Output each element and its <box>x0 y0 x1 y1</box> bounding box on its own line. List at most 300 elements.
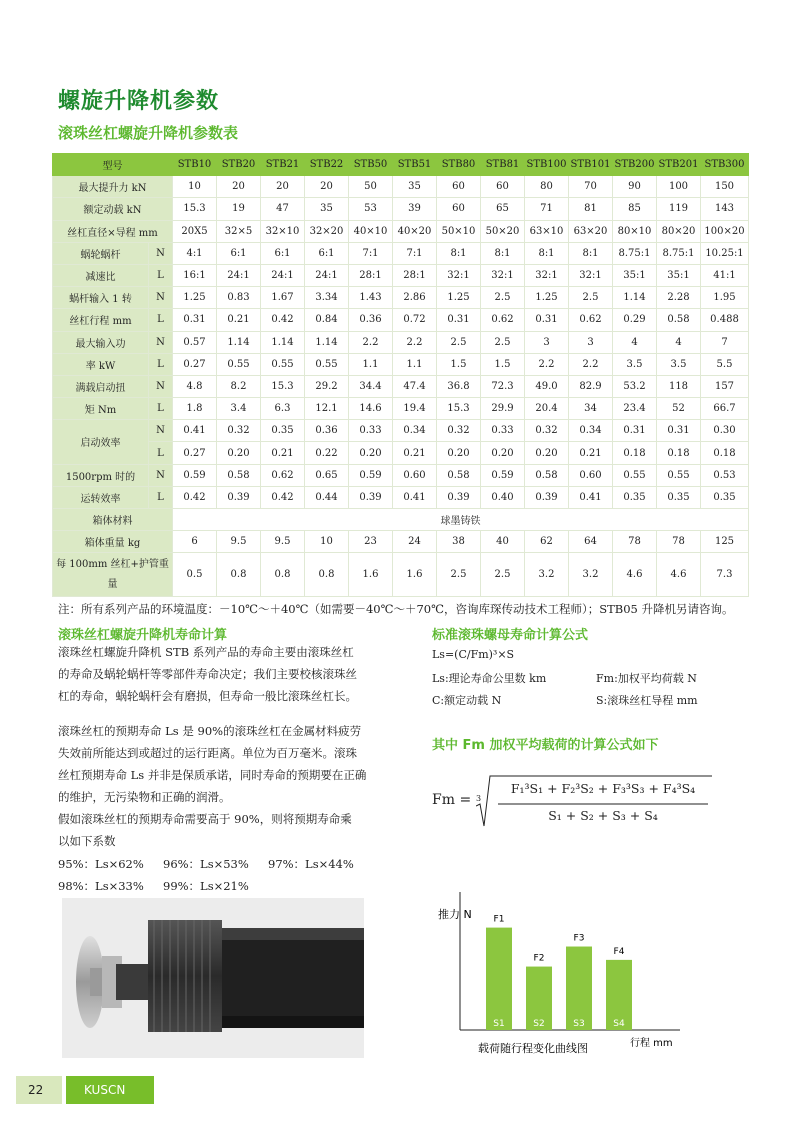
fm-definition: Fm:加权平均荷载 N <box>596 672 697 685</box>
table-cell: 49.0 <box>525 375 569 397</box>
table-cell: 9.5 <box>217 531 261 553</box>
table-cell: 1.25 <box>437 287 481 309</box>
row-label: 率 kW <box>53 353 149 375</box>
table-cell: 0.39 <box>217 486 261 508</box>
table-cell: 32:1 <box>525 264 569 286</box>
fm-numerator: F₁³S₁ + F₂³S₂ + F₃³S₃ + F₄³S₄ <box>510 781 696 796</box>
page-subtitle: 滚珠丝杠螺旋升降机参数表 <box>58 124 239 142</box>
table-row <box>53 331 749 353</box>
table-row <box>53 531 749 553</box>
table-cell: 0.83 <box>217 287 261 309</box>
x-axis-label: 行程 mm <box>630 1038 673 1049</box>
table-cell: 0.35 <box>701 486 749 508</box>
table-cell: 41:1 <box>701 264 749 286</box>
table-cell: 0.59 <box>481 464 525 486</box>
table-cell: 15.3 <box>261 375 305 397</box>
model-header: STB81 <box>481 154 525 176</box>
footnote: 注：所有系列产品的环境温度：－10℃～＋40℃（如需要－40℃～＋70℃，咨询库琛传动技术工程师）；STB05 升降机另请咨询。 <box>58 602 734 616</box>
table-cell: 5.5 <box>701 353 749 375</box>
table-cell: 71 <box>525 198 569 220</box>
text-line: 假如滚珠丝杠的预期寿命需要高于 90%，则将预期寿命乘 <box>58 812 352 826</box>
model-header: STB20 <box>217 154 261 176</box>
table-cell: 0.58 <box>437 464 481 486</box>
table-cell: 0.35 <box>657 486 701 508</box>
table-row <box>53 309 749 331</box>
factor-item: 96%：Ls×53% <box>163 857 249 871</box>
table-cell: 0.39 <box>525 486 569 508</box>
table-cell: 0.488 <box>701 309 749 331</box>
table-cell: 80×20 <box>657 220 701 242</box>
table-cell: 8:1 <box>437 242 481 264</box>
unit-cell: L <box>149 398 173 420</box>
table-row <box>53 176 749 198</box>
table-cell: 1.43 <box>349 287 393 309</box>
table-cell: 0.18 <box>613 442 657 464</box>
bar-label: F2 <box>533 953 545 964</box>
row-label: 满载启动扭 <box>53 375 149 397</box>
table-cell: 0.42 <box>261 309 305 331</box>
bar-label: F1 <box>493 914 505 925</box>
table-cell: 0.31 <box>437 309 481 331</box>
table-cell: 0.42 <box>173 486 217 508</box>
table-cell: 14.6 <box>349 398 393 420</box>
table-cell: 0.36 <box>305 420 349 442</box>
table-cell: 0.39 <box>437 486 481 508</box>
table-cell: 32:1 <box>437 264 481 286</box>
table-cell: 0.20 <box>217 442 261 464</box>
table-cell: 0.18 <box>701 442 749 464</box>
table-cell: 15.3 <box>173 198 217 220</box>
table-cell: 1.95 <box>701 287 749 309</box>
brand-label: KUSCN <box>66 1076 154 1104</box>
table-cell: 0.40 <box>481 486 525 508</box>
table-cell: 2.28 <box>657 287 701 309</box>
table-cell: 24:1 <box>305 264 349 286</box>
table-cell: 0.39 <box>349 486 393 508</box>
table-cell: 0.31 <box>613 420 657 442</box>
table-cell: 100×20 <box>701 220 749 242</box>
table-cell: 1.5 <box>437 353 481 375</box>
table-cell: 16:1 <box>173 264 217 286</box>
table-cell: 118 <box>657 375 701 397</box>
table-cell: 20 <box>261 176 305 198</box>
unit-cell: L <box>149 486 173 508</box>
table-cell: 0.21 <box>261 442 305 464</box>
table-cell: 85 <box>613 198 657 220</box>
table-cell: 0.29 <box>613 309 657 331</box>
bar-s1 <box>486 928 512 1030</box>
table-cell: 0.34 <box>569 420 613 442</box>
table-cell: 19 <box>217 198 261 220</box>
root-index: 3 <box>476 794 482 803</box>
table-cell: 0.22 <box>305 442 349 464</box>
table-cell: 6:1 <box>217 242 261 264</box>
table-cell: 28:1 <box>349 264 393 286</box>
table-row <box>53 264 749 286</box>
table-cell: 81 <box>569 198 613 220</box>
table-cell: 4.6 <box>613 553 657 597</box>
table-cell: 0.55 <box>217 353 261 375</box>
row-label: 箱体材料 <box>53 509 173 531</box>
model-header: STB51 <box>393 154 437 176</box>
unit-cell: N <box>149 375 173 397</box>
table-cell: 0.8 <box>217 553 261 597</box>
table-cell: 119 <box>657 198 701 220</box>
factor-list <box>58 853 388 897</box>
table-cell: 32×20 <box>305 220 349 242</box>
table-cell: 28:1 <box>393 264 437 286</box>
table-row <box>53 420 749 442</box>
table-cell: 0.20 <box>349 442 393 464</box>
category-label: S3 <box>573 1019 585 1029</box>
table-cell: 0.20 <box>525 442 569 464</box>
table-cell: 63×10 <box>525 220 569 242</box>
table-header-row <box>53 154 749 176</box>
factor-item: 99%：Ls×21% <box>163 879 249 893</box>
table-cell: 32:1 <box>569 264 613 286</box>
table-cell: 78 <box>657 531 701 553</box>
table-cell: 50×10 <box>437 220 481 242</box>
table-cell: 8.2 <box>217 375 261 397</box>
table-cell: 62 <box>525 531 569 553</box>
model-header: STB10 <box>173 154 217 176</box>
table-cell: 32×10 <box>261 220 305 242</box>
model-header: STB21 <box>261 154 305 176</box>
table-cell: 0.41 <box>569 486 613 508</box>
model-header: STB201 <box>657 154 701 176</box>
table-cell: 2.5 <box>481 553 525 597</box>
factor-item: 97%：Ls×44% <box>268 857 354 871</box>
table-row <box>53 242 749 264</box>
table-row <box>53 464 749 486</box>
table-cell: 143 <box>701 198 749 220</box>
table-cell: 0.8 <box>261 553 305 597</box>
table-cell: 0.35 <box>261 420 305 442</box>
formula-heading: 标准滚珠螺母寿命计算公式 <box>432 628 589 643</box>
table-cell: 0.60 <box>393 464 437 486</box>
table-cell: 1.25 <box>173 287 217 309</box>
table-cell: 7 <box>701 331 749 353</box>
table-cell: 1.8 <box>173 398 217 420</box>
table-cell: 70 <box>569 176 613 198</box>
factor-row <box>58 875 388 897</box>
table-cell: 0.53 <box>701 464 749 486</box>
table-cell: 24:1 <box>217 264 261 286</box>
table-cell: 0.32 <box>217 420 261 442</box>
table-cell: 6:1 <box>305 242 349 264</box>
ls-definition: Ls:理论寿命公里数 km <box>432 672 547 685</box>
table-cell: 2.2 <box>525 353 569 375</box>
table-cell: 3.34 <box>305 287 349 309</box>
table-cell: 39 <box>393 198 437 220</box>
table-cell: 47 <box>261 198 305 220</box>
table-row <box>53 509 749 531</box>
fm-lhs: Fm = <box>432 792 472 808</box>
table-cell: 35 <box>393 176 437 198</box>
table-cell: 2.5 <box>481 331 525 353</box>
bar-label: F3 <box>573 933 585 944</box>
table-row <box>53 375 749 397</box>
unit-cell: N <box>149 331 173 353</box>
table-cell: 0.55 <box>261 353 305 375</box>
model-header: STB22 <box>305 154 349 176</box>
table-cell: 1.5 <box>481 353 525 375</box>
table-cell: 66.7 <box>701 398 749 420</box>
table-cell: 2.5 <box>437 331 481 353</box>
table-cell: 40 <box>481 531 525 553</box>
model-header: STB100 <box>525 154 569 176</box>
unit-cell: L <box>149 353 173 375</box>
model-header: STB200 <box>613 154 657 176</box>
table-cell: 2.5 <box>481 287 525 309</box>
life-heading: 滚珠丝杠螺旋升降机寿命计算 <box>58 628 228 643</box>
table-cell: 4.6 <box>657 553 701 597</box>
table-cell: 0.34 <box>393 420 437 442</box>
table-cell: 24 <box>393 531 437 553</box>
table-cell: 36.8 <box>437 375 481 397</box>
table-cell: 0.62 <box>569 309 613 331</box>
table-cell: 60 <box>437 176 481 198</box>
model-header: STB101 <box>569 154 613 176</box>
table-cell: 35 <box>305 198 349 220</box>
table-cell: 3.2 <box>525 553 569 597</box>
table-cell: 2.2 <box>349 331 393 353</box>
table-cell: 60 <box>437 198 481 220</box>
life-paragraph-1 <box>58 641 388 707</box>
table-row <box>53 486 749 508</box>
row-label: 蜗杆输入 1 转 <box>53 287 149 309</box>
unit-cell: N <box>149 287 173 309</box>
unit-cell: L <box>149 264 173 286</box>
row-label: 最大输入功 <box>53 331 149 353</box>
table-cell: 1.6 <box>349 553 393 597</box>
table-cell: 0.21 <box>393 442 437 464</box>
table-cell: 125 <box>701 531 749 553</box>
screw-jack-image <box>62 898 364 1058</box>
row-label: 启动效率 <box>53 420 149 464</box>
table-cell: 0.20 <box>481 442 525 464</box>
table-cell: 7:1 <box>393 242 437 264</box>
row-label: 减速比 <box>53 264 149 286</box>
table-cell: 0.32 <box>437 420 481 442</box>
table-row <box>53 287 749 309</box>
table-cell: 19.4 <box>393 398 437 420</box>
table-cell: 0.18 <box>657 442 701 464</box>
table-cell: 2.5 <box>569 287 613 309</box>
table-cell: 2.2 <box>393 331 437 353</box>
table-cell: 4 <box>613 331 657 353</box>
header-label: 型号 <box>53 154 173 176</box>
table-cell: 78 <box>613 531 657 553</box>
table-cell: 8:1 <box>481 242 525 264</box>
table-cell: 0.20 <box>437 442 481 464</box>
table-cell: 3.2 <box>569 553 613 597</box>
table-cell: 0.59 <box>349 464 393 486</box>
table-cell: 0.62 <box>481 309 525 331</box>
table-cell: 4:1 <box>173 242 217 264</box>
table-cell: 23 <box>349 531 393 553</box>
table-cell: 3.4 <box>217 398 261 420</box>
table-cell: 0.36 <box>349 309 393 331</box>
table-cell: 0.60 <box>569 464 613 486</box>
table-cell: 35:1 <box>613 264 657 286</box>
table-cell: 20 <box>305 176 349 198</box>
category-label: S2 <box>533 1019 545 1029</box>
table-cell: 0.33 <box>481 420 525 442</box>
table-cell: 0.41 <box>393 486 437 508</box>
fm-formula <box>432 768 732 832</box>
row-label: 丝杠行程 mm <box>53 309 149 331</box>
factor-row <box>58 853 388 875</box>
table-cell: 100 <box>657 176 701 198</box>
table-cell: 150 <box>701 176 749 198</box>
table-cell: 2.86 <box>393 287 437 309</box>
text-line: 滚珠丝杠螺旋升降机 STB 系列产品的寿命主要由滚珠丝杠 <box>58 645 354 659</box>
table-cell: 53 <box>349 198 393 220</box>
table-cell: 8:1 <box>525 242 569 264</box>
unit-cell: L <box>149 309 173 331</box>
table-cell: 4.8 <box>173 375 217 397</box>
model-header: STB50 <box>349 154 393 176</box>
table-cell: 1.1 <box>393 353 437 375</box>
text-line: 的寿命及蜗轮蜗杆等零部件寿命决定；我们主要校核滚珠丝 <box>58 667 357 681</box>
table-cell: 0.21 <box>569 442 613 464</box>
table-cell: 38 <box>437 531 481 553</box>
table-cell: 0.65 <box>305 464 349 486</box>
table-cell: 80 <box>525 176 569 198</box>
table-cell: 1.1 <box>349 353 393 375</box>
table-cell: 2.2 <box>569 353 613 375</box>
load-chart <box>420 880 720 1056</box>
page-title: 螺旋升降机参数 <box>58 89 220 114</box>
text-line: 杠的寿命，蜗轮蜗杆会有磨损，但寿命一般比滚珠丝杠长。 <box>58 689 357 703</box>
table-cell: 0.57 <box>173 331 217 353</box>
bar-label: F4 <box>613 946 625 957</box>
text-line: 以如下系数 <box>58 834 116 848</box>
text-line: 失效前所能达到或超过的运行距离。单位为百万毫米。滚珠 <box>58 746 357 760</box>
table-cell: 63×20 <box>569 220 613 242</box>
table-cell: 40×20 <box>393 220 437 242</box>
table-cell: 34 <box>569 398 613 420</box>
table-cell: 0.58 <box>657 309 701 331</box>
table-cell: 72.3 <box>481 375 525 397</box>
table-cell: 0.31 <box>657 420 701 442</box>
table-cell: 34.4 <box>349 375 393 397</box>
row-label: 每 100mm 丝杠+护管重量 <box>53 553 173 597</box>
table-cell: 3 <box>525 331 569 353</box>
table-cell: 40×10 <box>349 220 393 242</box>
model-header: STB80 <box>437 154 481 176</box>
table-cell: 0.59 <box>173 464 217 486</box>
table-cell: 32×5 <box>217 220 261 242</box>
factor-item: 98%：Ls×33% <box>58 879 144 893</box>
category-label: S4 <box>613 1019 625 1029</box>
table-cell: 20 <box>217 176 261 198</box>
table-cell: 0.31 <box>173 309 217 331</box>
table-row <box>53 220 749 242</box>
table-cell: 10.25:1 <box>701 242 749 264</box>
y-axis-label: 推力 N <box>438 908 472 921</box>
unit-cell: L <box>149 442 173 464</box>
table-cell: 1.67 <box>261 287 305 309</box>
text-line: 的维护，无污染物和正确的润滑。 <box>58 790 231 804</box>
table-cell: 0.55 <box>657 464 701 486</box>
table-cell: 3.5 <box>657 353 701 375</box>
text-line: 丝杠预期寿命 Ls 并非是保质承诺，同时寿命的预期要在正确 <box>58 768 367 782</box>
table-cell: 24:1 <box>261 264 305 286</box>
unit-cell: N <box>149 242 173 264</box>
table-cell: 157 <box>701 375 749 397</box>
model-header: STB300 <box>701 154 749 176</box>
table-cell: 0.33 <box>349 420 393 442</box>
row-label: 运转效率 <box>53 486 149 508</box>
table-cell: 6.3 <box>261 398 305 420</box>
table-cell: 53.2 <box>613 375 657 397</box>
table-cell: 0.58 <box>217 464 261 486</box>
table-cell: 35:1 <box>657 264 701 286</box>
text-line: 滚珠丝杠的预期寿命 Ls 是 90%的滚珠丝杠在金属材料疲劳 <box>58 724 362 738</box>
table-row <box>53 398 749 420</box>
table-cell: 0.84 <box>305 309 349 331</box>
table-row <box>53 553 749 597</box>
table-cell: 65 <box>481 198 525 220</box>
table-cell: 20.4 <box>525 398 569 420</box>
table-cell: 6 <box>173 531 217 553</box>
product-photo <box>62 898 364 1058</box>
table-cell: 1.14 <box>613 287 657 309</box>
table-cell: 82.9 <box>569 375 613 397</box>
table-cell: 0.58 <box>525 464 569 486</box>
table-cell: 8.75:1 <box>613 242 657 264</box>
table-cell: 12.1 <box>305 398 349 420</box>
row-label: 1500rpm 时的 <box>53 464 149 486</box>
table-cell: 4 <box>657 331 701 353</box>
unit-cell: N <box>149 420 173 442</box>
factor-item: 95%：Ls×62% <box>58 857 144 871</box>
table-cell: 0.72 <box>393 309 437 331</box>
row-label: 箱体重量 kg <box>53 531 173 553</box>
table-cell: 8.75:1 <box>657 242 701 264</box>
fm-heading: 其中 Fm 加权平均载荷的计算公式如下 <box>432 738 659 753</box>
table-cell: 6:1 <box>261 242 305 264</box>
table-cell: 0.27 <box>173 353 217 375</box>
table-cell: 0.62 <box>261 464 305 486</box>
table-cell: 0.44 <box>305 486 349 508</box>
table-cell: 0.55 <box>305 353 349 375</box>
table-cell: 29.2 <box>305 375 349 397</box>
table-cell: 29.9 <box>481 398 525 420</box>
table-cell: 2.5 <box>437 553 481 597</box>
table-cell: 1.6 <box>393 553 437 597</box>
table-cell: 0.41 <box>173 420 217 442</box>
bar-s3 <box>566 947 592 1030</box>
table-cell: 90 <box>613 176 657 198</box>
table-cell: 52 <box>657 398 701 420</box>
table-cell: 9.5 <box>261 531 305 553</box>
table-cell: 10 <box>305 531 349 553</box>
table-row <box>53 198 749 220</box>
table-cell: 1.14 <box>261 331 305 353</box>
unit-cell: N <box>149 464 173 486</box>
table-cell: 0.5 <box>173 553 217 597</box>
table-cell: 3 <box>569 331 613 353</box>
table-cell: 0.30 <box>701 420 749 442</box>
table-row <box>53 442 749 464</box>
s-definition: S:滚珠丝杠导程 mm <box>596 694 698 707</box>
table-cell: 15.3 <box>437 398 481 420</box>
table-cell: 7.3 <box>701 553 749 597</box>
category-label: S1 <box>493 1019 505 1029</box>
